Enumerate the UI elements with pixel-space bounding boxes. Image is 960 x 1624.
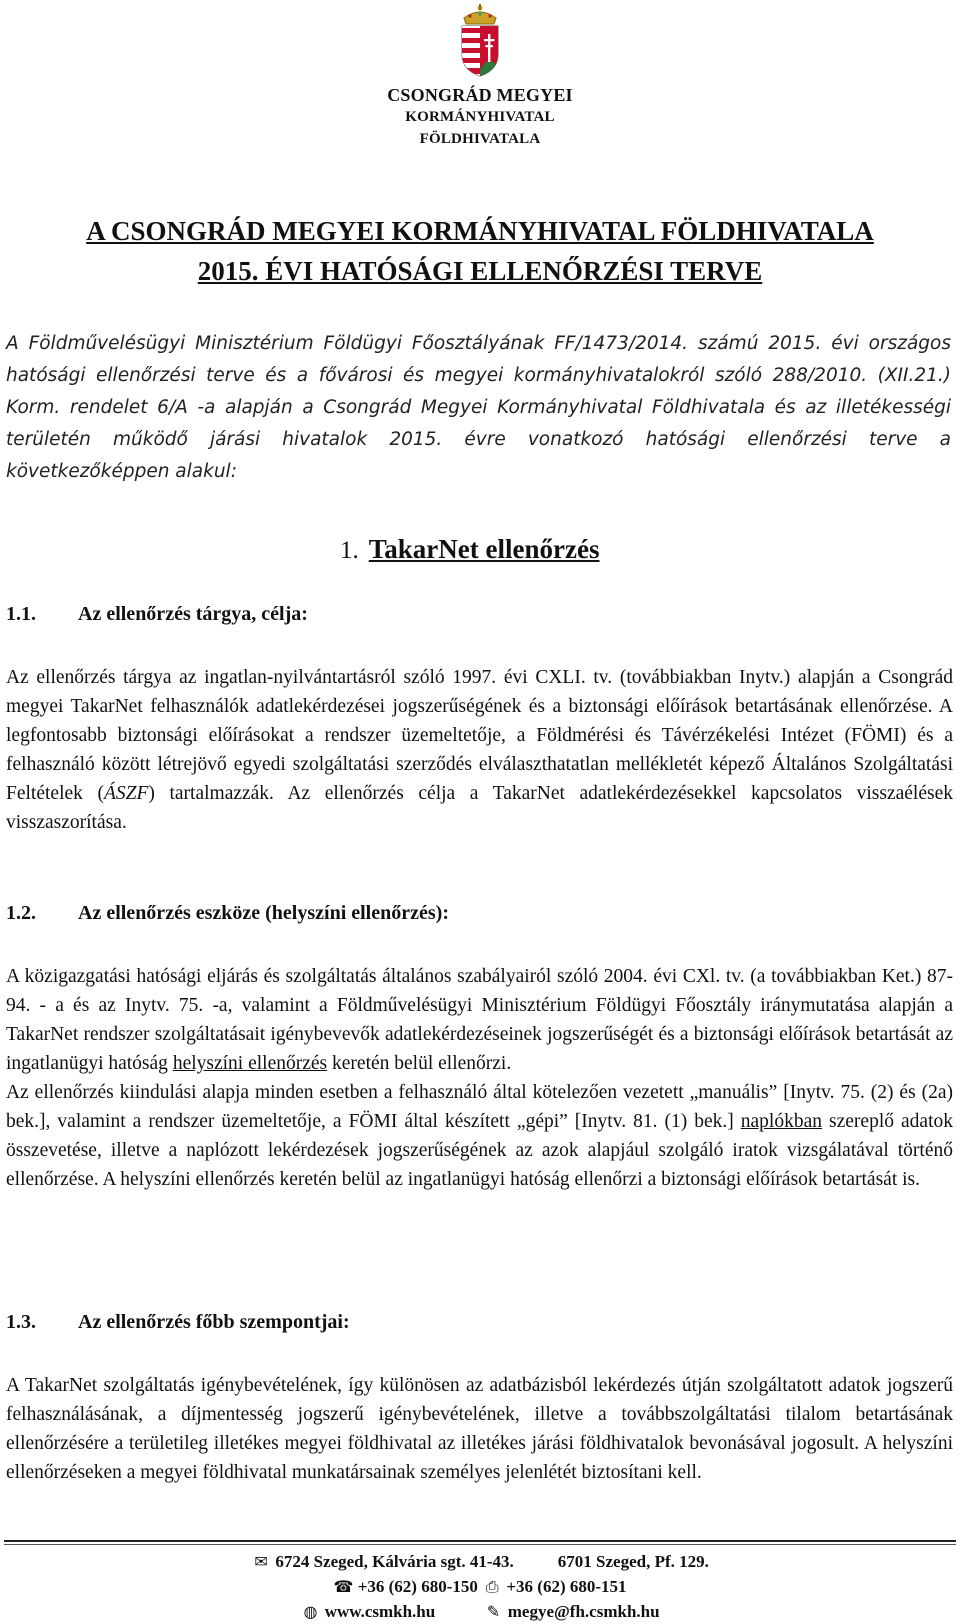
footer-fax: +36 (62) 680-151	[506, 1577, 627, 1596]
document-title-line-2: 2015. ÉVI HATÓSÁGI ELLENŐRZÉSI TERVE	[197, 256, 763, 286]
paragraph-text: Az ellenőrzés tárgya az ingatlan-nyilvántartásról szóló 1997. évi CXLI. tv. (továbbiakban Inytv.) alapján a Csongrád megyei TakarNet felhasználók adatlekérdezései jogszerűségének és a biztonsági előírások betartásának ellenőrzése. A legfontosabb biztonsági előírásokat a rendszer üzemeltetője, a Földmérési és Távérzékelési Intézet (FÖMI) és a felhasználó között létrejövő egyedi szolgáltatási szerződés elválaszthatatlan mellékletét képező Általános Szolgáltatási Feltételek (	[6, 667, 953, 804]
document-title-line-1: A CSONGRÁD MEGYEI KORMÁNYHIVATAL FÖLDHIVATALA	[86, 216, 874, 246]
subsection-title: Az ellenőrzés eszköze (helyszíni ellenőrzés):	[78, 902, 449, 924]
subsection-title: Az ellenőrzés főbb szempontjai:	[78, 1311, 350, 1333]
subsection-number: 1.1.	[6, 603, 36, 625]
naplokban-underlined: naplókban	[740, 1111, 823, 1132]
fax-icon: ⎙	[485, 1577, 499, 1596]
footer-address-line	[0, 1550, 960, 1574]
phone-icon: ☎	[333, 1577, 354, 1596]
footer-phone-line	[0, 1575, 960, 1599]
office-line-1: CSONGRÁD MEGYEI	[387, 85, 573, 105]
office-name	[360, 84, 600, 150]
aszf-abbreviation: ÁSZF	[103, 783, 149, 804]
email-icon: ✎	[486, 1602, 501, 1621]
paragraph-text-end: ) tartalmazzák. Az ellenőrzés célja a TakarNet adatlekérdezésekkel kapcsolatos visszaélések visszaszorítása.	[6, 783, 953, 833]
paragraph-text: szereplő adatok összevetése, illetve a naplózott lekérdezések jogszerűségének az azok alapjául szolgáló iratok vizsgálatával történő ellenőrzése. A helyszíni ellenőrzés keretén belül az ingatlanügyi hatóság ellenőrzi a biztonsági előírások betartását is.	[6, 1111, 953, 1190]
footer-address: 6724 Szeged, Kálvária sgt. 41-43.	[275, 1552, 514, 1571]
footer-divider	[4, 1540, 956, 1542]
paragraph-text: Az ellenőrzés kiindulási alapja minden esetben a felhasználó által kötelezően vezetett „manuális” [Inytv. 75. (2) és (2a) bek.], valamint a rendszer üzemeltetője, a FÖMI által készített „gépi” [Inytv. 81. (1) bek.]	[6, 1082, 953, 1132]
office-line-2: KORMÁNYHIVATAL	[405, 109, 555, 125]
paragraph-text: keretén belül ellenőrzi.	[327, 1053, 512, 1074]
subsection-1-2-heading	[6, 902, 449, 925]
mail-icon: ✉	[254, 1552, 268, 1571]
footer-phone: +36 (62) 680-150	[357, 1577, 478, 1596]
helyszini-ellenorzes-underlined: helyszíni ellenőrzés	[172, 1053, 328, 1074]
subsection-1-3-heading	[6, 1311, 350, 1334]
footer-divider-thin	[4, 1544, 956, 1545]
footer-pobox: 6701 Szeged, Pf. 129.	[557, 1552, 709, 1571]
subsection-number: 1.2.	[6, 902, 36, 924]
office-line-3: FÖLDHIVATALA	[419, 131, 541, 147]
subsection-1-3-text: A TakarNet szolgáltatás igénybevételének, így különösen az adatbázisból lekérdezés útján szolgáltatott adatok jogszerű felhasználásának, a díjmentesség jogszerű igénybevételének, illetve a továbbszolgáltatási tilalom betartásának ellenőrzésére a területileg illetékes megyei földhivatal az illetékes járási földhivatalok bevonásával jogosult. A helyszíni ellenőrzéseken a megyei földhivatal munkatársainak személyes jelenlétét biztosítani kell.	[6, 1375, 953, 1483]
footer-email[interactable]: megye@fh.csmkh.hu	[507, 1602, 660, 1621]
subsection-1-1-text	[6, 663, 953, 837]
paragraph-text: A közigazgatási hatósági eljárás és szolgáltatás általános szabályairól szóló 2004. évi CXl. tv. (a továbbiakban Ket.) 87-94. - a és az Inytv. 75. -a, valamint a Földművelésügyi Minisztérium Földügyi Főosztály iránymutatása alapján a TakarNet rendszer szolgáltatásait igénybevevők adatlekérdezéseinek jogszerűségét és a biztonsági előírások betartását az ingatlanügyi hatóság	[6, 966, 953, 1074]
subsection-1-2-text	[6, 962, 953, 1194]
intro-paragraph: A Földművelésügyi Minisztérium Földügyi Főosztályának FF/1473/2014. számú 2015. évi országos hatósági ellenőrzési terve és a fővárosi és megyei kormányhivatalokról szóló 288/2010. (XII.21.) Korm. rendelet 6/A -a alapján a Csongrád Megyei Kormányhivatal Földhivatala és az illetékességi területén működő járási hivatalok 2015. évre vonatkozó hatósági ellenőrzési terve a következőképpen alakul:	[6, 333, 951, 482]
coat-of-arms-icon	[450, 4, 510, 78]
section-1-title: TakarNet ellenőrzés	[368, 534, 600, 564]
subsection-title: Az ellenőrzés tárgya, célja:	[78, 603, 308, 625]
section-1-number: 1.	[340, 537, 359, 564]
subsection-1-1-heading	[6, 603, 308, 626]
section-1-heading	[340, 534, 599, 565]
footer-web[interactable]: www.csmkh.hu	[324, 1602, 436, 1621]
footer-web-line	[0, 1600, 960, 1624]
subsection-number: 1.3.	[6, 1311, 36, 1333]
globe-icon: ◍	[303, 1602, 318, 1621]
